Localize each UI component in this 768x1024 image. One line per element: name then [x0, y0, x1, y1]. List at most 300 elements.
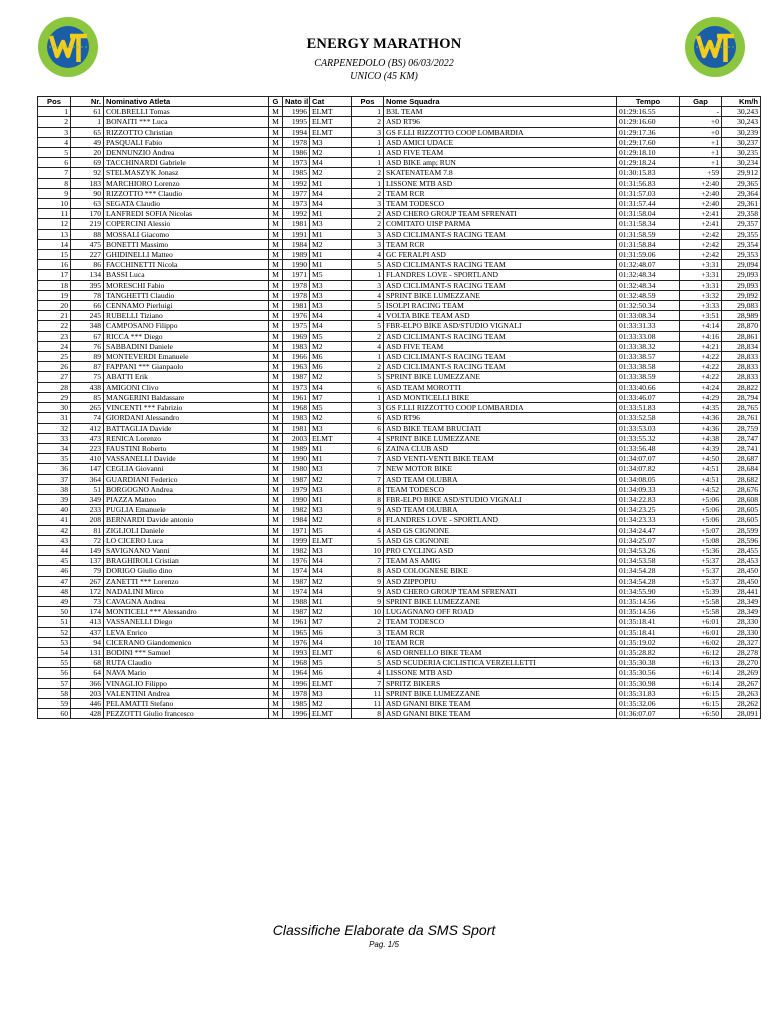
cell-gender: M	[269, 219, 283, 229]
table-row	[38, 199, 761, 209]
cell-team: ASD MONTICELLI BIKE	[384, 392, 617, 402]
cell-team: VOLTA BIKE TEAM ASD	[384, 311, 617, 321]
cell-speed: 28,327	[722, 637, 761, 647]
cell-pos: 41	[38, 515, 71, 525]
cell-birth-year: 1985	[283, 698, 310, 708]
cell-category: M2	[310, 372, 352, 382]
cell-gender: M	[269, 505, 283, 515]
cell-team: ASD GS CIGNONE	[384, 535, 617, 545]
table-row	[38, 260, 761, 270]
cell-category: M1	[310, 494, 352, 504]
cell-time: 01:34:09.33	[617, 484, 680, 494]
cell-bib: 81	[71, 525, 104, 535]
cell-birth-year: 1987	[283, 576, 310, 586]
cell-time: 01:33:40.66	[617, 382, 680, 392]
cell-pos: 8	[38, 178, 71, 188]
cell-pos: 10	[38, 199, 71, 209]
cell-pos: 16	[38, 260, 71, 270]
cell-cat-pos: 2	[352, 331, 384, 341]
cell-bib: 92	[71, 168, 104, 178]
cell-bib: 76	[71, 341, 104, 351]
cell-athlete: TACCHINARDI Gabriele	[104, 158, 269, 168]
cell-birth-year: 1965	[283, 627, 310, 637]
cell-gap: +6:15	[680, 688, 722, 698]
cell-gap: +3:32	[680, 290, 722, 300]
cell-gap: +4:21	[680, 341, 722, 351]
table-row	[38, 545, 761, 555]
cell-bib: 438	[71, 382, 104, 392]
cell-gender: M	[269, 301, 283, 311]
cell-gap: +2:40	[680, 178, 722, 188]
col-header-athlete: Nominativo Atleta	[104, 97, 269, 107]
cell-athlete: RIZZOTTO *** Claudio	[104, 188, 269, 198]
table-row	[38, 239, 761, 249]
cell-time: 01:29:16.60	[617, 117, 680, 127]
cell-team: ASD COLOGNESE BIKE	[384, 566, 617, 576]
cell-cat-pos: 8	[352, 709, 384, 719]
cell-gap: +3:31	[680, 270, 722, 280]
table-row	[38, 382, 761, 392]
col-header-team: Nome Squadra	[384, 97, 617, 107]
cell-athlete: SEGATA Claudio	[104, 199, 269, 209]
cell-team: SPRINT BIKE LUMEZZANE	[384, 372, 617, 382]
cell-gap: +3:31	[680, 280, 722, 290]
cell-athlete: COLBRELLI Tomas	[104, 107, 269, 117]
cell-gap: +3:51	[680, 311, 722, 321]
document-footer	[0, 922, 768, 949]
cell-bib: 223	[71, 443, 104, 453]
cell-time: 01:31:56.83	[617, 178, 680, 188]
cell-team: ASD CICLIMANT-S RACING TEAM	[384, 260, 617, 270]
cell-gap: +6:01	[680, 627, 722, 637]
cell-gender: M	[269, 433, 283, 443]
cell-speed: 28,091	[722, 709, 761, 719]
table-row	[38, 658, 761, 668]
table-row	[38, 127, 761, 137]
cell-gap: +0	[680, 117, 722, 127]
cell-cat-pos: 4	[352, 250, 384, 260]
cell-pos: 36	[38, 464, 71, 474]
cell-category: M3	[310, 301, 352, 311]
cell-pos: 28	[38, 382, 71, 392]
cell-gender: M	[269, 484, 283, 494]
cell-gender: M	[269, 321, 283, 331]
cell-speed: 28,759	[722, 423, 761, 433]
cell-pos: 33	[38, 433, 71, 443]
cell-pos: 60	[38, 709, 71, 719]
cell-team: ASD FIVE TEAM	[384, 341, 617, 351]
cell-team: ASD CHERO GROUP TEAM SFRENATI	[384, 586, 617, 596]
cell-pos: 35	[38, 454, 71, 464]
table-row	[38, 596, 761, 606]
cell-category: M4	[310, 199, 352, 209]
table-row	[38, 709, 761, 719]
cell-pos: 5	[38, 148, 71, 158]
cell-athlete: ZANETTI *** Lorenzo	[104, 576, 269, 586]
table-row	[38, 158, 761, 168]
cell-athlete: PIAZZA Matteo	[104, 494, 269, 504]
cell-gap: +4:35	[680, 403, 722, 413]
cell-gender: M	[269, 239, 283, 249]
cell-time: 01:33:53.03	[617, 423, 680, 433]
cell-team: SKATENATEAM 7.8	[384, 168, 617, 178]
cell-category: M6	[310, 362, 352, 372]
cell-bib: 61	[71, 107, 104, 117]
cell-pos: 39	[38, 494, 71, 504]
cell-gender: M	[269, 270, 283, 280]
cell-category: M1	[310, 443, 352, 453]
cell-athlete: RICCA *** Diego	[104, 331, 269, 341]
cell-pos: 17	[38, 270, 71, 280]
cell-cat-pos: 2	[352, 209, 384, 219]
cell-time: 01:36:07.07	[617, 709, 680, 719]
cell-gender: M	[269, 352, 283, 362]
cell-gap: +1	[680, 148, 722, 158]
cell-athlete: NADALINI Mirco	[104, 586, 269, 596]
cell-speed: 28,765	[722, 403, 761, 413]
cell-cat-pos: 4	[352, 668, 384, 678]
cell-cat-pos: 2	[352, 617, 384, 627]
table-row	[38, 229, 761, 239]
cell-gender: M	[269, 586, 283, 596]
cell-athlete: BORGOGNO Andrea	[104, 484, 269, 494]
cell-gap: +5:58	[680, 607, 722, 617]
cell-team: FLANDRES LOVE - SPORTLAND	[384, 270, 617, 280]
cell-birth-year: 1968	[283, 403, 310, 413]
cell-cat-pos: 7	[352, 474, 384, 484]
cell-speed: 28,330	[722, 617, 761, 627]
cell-time: 01:34:07.82	[617, 464, 680, 474]
cell-time: 01:33:51.83	[617, 403, 680, 413]
table-row	[38, 372, 761, 382]
cell-speed: 30,243	[722, 117, 761, 127]
cell-time: 01:34:23.25	[617, 505, 680, 515]
cell-speed: 28,349	[722, 596, 761, 606]
cell-bib: 349	[71, 494, 104, 504]
table-row	[38, 668, 761, 678]
cell-category: M6	[310, 627, 352, 637]
cell-athlete: VASSANELLI Davide	[104, 454, 269, 464]
cell-athlete: GHIDINELLI Matteo	[104, 250, 269, 260]
cell-pos: 12	[38, 219, 71, 229]
cell-category: M4	[310, 637, 352, 647]
cell-pos: 9	[38, 188, 71, 198]
cell-birth-year: 1992	[283, 178, 310, 188]
cell-cat-pos: 3	[352, 403, 384, 413]
cell-category: M2	[310, 474, 352, 484]
cell-speed: 28,599	[722, 525, 761, 535]
cell-gap: +2:42	[680, 239, 722, 249]
cell-category: M2	[310, 239, 352, 249]
cell-team: TEAM TODESCO	[384, 484, 617, 494]
col-header-gap: Gap	[680, 97, 722, 107]
cell-bib: 69	[71, 158, 104, 168]
cell-speed: 30,243	[722, 107, 761, 117]
cell-athlete: VALENTINI Andrea	[104, 688, 269, 698]
cell-category: M1	[310, 596, 352, 606]
cell-category: M5	[310, 403, 352, 413]
cell-gap: +1	[680, 158, 722, 168]
cell-athlete: MANGERINI Baldassare	[104, 392, 269, 402]
cell-cat-pos: 1	[352, 158, 384, 168]
cell-athlete: VINCENTI *** Fabrizio	[104, 403, 269, 413]
cell-category: M2	[310, 148, 352, 158]
cell-bib: 64	[71, 668, 104, 678]
cell-gap: +6:02	[680, 637, 722, 647]
cell-birth-year: 1973	[283, 158, 310, 168]
cell-pos: 52	[38, 627, 71, 637]
cell-time: 01:32:48.59	[617, 290, 680, 300]
cell-cat-pos: 5	[352, 658, 384, 668]
cell-athlete: BASSI Luca	[104, 270, 269, 280]
cell-category: M1	[310, 209, 352, 219]
cell-bib: 85	[71, 392, 104, 402]
cell-bib: 395	[71, 280, 104, 290]
table-row	[38, 301, 761, 311]
cell-birth-year: 1964	[283, 668, 310, 678]
cell-gender: M	[269, 229, 283, 239]
cell-team: B3L TEAM	[384, 107, 617, 117]
cell-team: ASD TEAM MOROTTI	[384, 382, 617, 392]
cell-gap: +4:24	[680, 382, 722, 392]
cell-cat-pos: 10	[352, 637, 384, 647]
cell-birth-year: 1981	[283, 423, 310, 433]
cell-gender: M	[269, 158, 283, 168]
cell-athlete: PELAMATTI Stefano	[104, 698, 269, 708]
cell-bib: 66	[71, 301, 104, 311]
cell-athlete: STELMASZYK Jonasz	[104, 168, 269, 178]
cell-pos: 11	[38, 209, 71, 219]
cell-speed: 29,358	[722, 209, 761, 219]
cell-team: GS F.LLI RIZZOTTO COOP LOMBARDIA	[384, 127, 617, 137]
cell-team: ASD AMICI UDACE	[384, 137, 617, 147]
cell-bib: 63	[71, 199, 104, 209]
cell-cat-pos: 8	[352, 566, 384, 576]
cell-birth-year: 1985	[283, 168, 310, 178]
cell-time: 01:35:18.41	[617, 627, 680, 637]
table-row	[38, 688, 761, 698]
cell-bib: 219	[71, 219, 104, 229]
cell-team: TEAM TODESCO	[384, 199, 617, 209]
cell-gender: M	[269, 576, 283, 586]
cell-cat-pos: 7	[352, 556, 384, 566]
table-row	[38, 454, 761, 464]
table-row	[38, 137, 761, 147]
cell-category: M5	[310, 658, 352, 668]
table-row	[38, 311, 761, 321]
cell-time: 01:34:22.83	[617, 494, 680, 504]
cell-birth-year: 1969	[283, 331, 310, 341]
cell-category: M3	[310, 505, 352, 515]
cell-speed: 28,269	[722, 668, 761, 678]
cell-bib: 172	[71, 586, 104, 596]
table-row	[38, 525, 761, 535]
table-body	[38, 107, 761, 719]
cell-pos: 25	[38, 352, 71, 362]
cell-category: M1	[310, 250, 352, 260]
cell-time: 01:33:55.32	[617, 433, 680, 443]
cell-pos: 14	[38, 239, 71, 249]
event-title: ENERGY MARATHON	[306, 36, 462, 52]
cell-gap: +5:39	[680, 586, 722, 596]
cell-category: M3	[310, 545, 352, 555]
cell-gender: M	[269, 362, 283, 372]
cell-gap: +2:40	[680, 199, 722, 209]
cell-bib: 131	[71, 647, 104, 657]
cell-cat-pos: 9	[352, 596, 384, 606]
cell-gender: M	[269, 250, 283, 260]
cell-speed: 28,870	[722, 321, 761, 331]
cell-gender: M	[269, 137, 283, 147]
cell-gap: +4:22	[680, 372, 722, 382]
cell-pos: 29	[38, 392, 71, 402]
cell-gap: +4:16	[680, 331, 722, 341]
cell-birth-year: 1987	[283, 372, 310, 382]
cell-time: 01:32:50.34	[617, 301, 680, 311]
cell-bib: 174	[71, 607, 104, 617]
cell-athlete: BODINI *** Samuel	[104, 647, 269, 657]
cell-athlete: LEVA Enrico	[104, 627, 269, 637]
cell-speed: 29,094	[722, 260, 761, 270]
page-number: Pag. 1/5	[369, 940, 399, 949]
cell-category: M4	[310, 382, 352, 392]
cell-team: FLANDRES LOVE - SPORTLAND	[384, 515, 617, 525]
table-row	[38, 392, 761, 402]
cell-pos: 56	[38, 668, 71, 678]
cell-bib: 89	[71, 352, 104, 362]
cell-athlete: NAVA Mario	[104, 668, 269, 678]
cell-cat-pos: 3	[352, 627, 384, 637]
cell-cat-pos: 5	[352, 260, 384, 270]
cell-bib: 78	[71, 290, 104, 300]
cell-bib: 134	[71, 270, 104, 280]
cell-bib: 74	[71, 413, 104, 423]
cell-gap: +6:50	[680, 709, 722, 719]
cell-gender: M	[269, 280, 283, 290]
cell-birth-year: 1978	[283, 280, 310, 290]
cell-time: 01:34:24.47	[617, 525, 680, 535]
cell-team: TEAM RCR	[384, 188, 617, 198]
cell-athlete: ABATTI Erik	[104, 372, 269, 382]
cell-speed: 30,239	[722, 127, 761, 137]
cell-bib: 364	[71, 474, 104, 484]
cell-team: TEAM RCR	[384, 637, 617, 647]
table-row	[38, 209, 761, 219]
cell-athlete: MONTICELI *** Alessandro	[104, 607, 269, 617]
cell-team: ASD CICLIMANT-S RACING TEAM	[384, 229, 617, 239]
cell-team: SPRITZ BIKERS	[384, 678, 617, 688]
cell-cat-pos: 9	[352, 586, 384, 596]
cell-category: M4	[310, 566, 352, 576]
cell-gender: M	[269, 372, 283, 382]
cell-pos: 47	[38, 576, 71, 586]
cell-category: M1	[310, 229, 352, 239]
cell-athlete: VINAGLIO Filippo	[104, 678, 269, 688]
cell-gap: +4:51	[680, 474, 722, 484]
col-header-gender: G	[269, 97, 283, 107]
cell-pos: 26	[38, 362, 71, 372]
cell-gender: M	[269, 698, 283, 708]
cell-birth-year: 1980	[283, 464, 310, 474]
cell-category: ELMT	[310, 647, 352, 657]
cell-athlete: CICERANO Giandomenico	[104, 637, 269, 647]
col-header-category: Cat	[310, 97, 352, 107]
cell-category: M2	[310, 515, 352, 525]
cell-cat-pos: 5	[352, 301, 384, 311]
cell-bib: 412	[71, 423, 104, 433]
cell-time: 01:33:31.33	[617, 321, 680, 331]
cell-birth-year: 1987	[283, 474, 310, 484]
cell-category: ELMT	[310, 709, 352, 719]
cell-athlete: RUTA Claudio	[104, 658, 269, 668]
cell-cat-pos: 3	[352, 239, 384, 249]
cell-speed: 28,349	[722, 607, 761, 617]
cell-bib: 137	[71, 556, 104, 566]
cell-athlete: RIZZOTTO Christian	[104, 127, 269, 137]
cell-time: 01:31:57.44	[617, 199, 680, 209]
table-row	[38, 188, 761, 198]
cell-speed: 29,354	[722, 239, 761, 249]
cell-athlete: SABBADINI Daniele	[104, 341, 269, 351]
cell-gender: M	[269, 188, 283, 198]
cell-time: 01:31:58.34	[617, 219, 680, 229]
cell-pos: 58	[38, 688, 71, 698]
cell-pos: 38	[38, 484, 71, 494]
cell-pos: 50	[38, 607, 71, 617]
cell-cat-pos: 1	[352, 392, 384, 402]
cell-time: 01:34:53.26	[617, 545, 680, 555]
cell-team: ASD GS CIGNONE	[384, 525, 617, 535]
cell-gap: +0	[680, 127, 722, 137]
cell-category: M2	[310, 168, 352, 178]
cell-category: M3	[310, 484, 352, 494]
cell-cat-pos: 2	[352, 362, 384, 372]
cell-speed: 29,912	[722, 168, 761, 178]
cell-time: 01:34:53.58	[617, 556, 680, 566]
cell-speed: 28,834	[722, 341, 761, 351]
cell-athlete: DORIGO Giulio dino	[104, 566, 269, 576]
cell-gap: +4:39	[680, 443, 722, 453]
cell-pos: 43	[38, 535, 71, 545]
table-row	[38, 413, 761, 423]
cell-category: M3	[310, 423, 352, 433]
cell-category: M4	[310, 158, 352, 168]
cell-team: ASD CICLIMANT-S RACING TEAM	[384, 362, 617, 372]
cell-cat-pos: 3	[352, 229, 384, 239]
cell-team: TEAM RCR	[384, 239, 617, 249]
cell-gender: M	[269, 331, 283, 341]
cell-team: SPRINT BIKE LUMEZZANE	[384, 596, 617, 606]
table-row	[38, 443, 761, 453]
cell-time: 01:35:31.83	[617, 688, 680, 698]
cell-pos: 57	[38, 678, 71, 688]
cell-pos: 45	[38, 556, 71, 566]
cell-gender: M	[269, 688, 283, 698]
table-row	[38, 290, 761, 300]
cell-athlete: BATTAGLIA Davide	[104, 423, 269, 433]
cell-cat-pos: 11	[352, 688, 384, 698]
cell-pos: 32	[38, 423, 71, 433]
cell-birth-year: 1978	[283, 688, 310, 698]
cell-time: 01:33:33.08	[617, 331, 680, 341]
cell-bib: 446	[71, 698, 104, 708]
cell-birth-year: 1975	[283, 321, 310, 331]
cell-speed: 28,605	[722, 505, 761, 515]
cell-gender: M	[269, 668, 283, 678]
cell-speed: 29,092	[722, 290, 761, 300]
cell-gap: +2:42	[680, 250, 722, 260]
cell-gender: M	[269, 290, 283, 300]
